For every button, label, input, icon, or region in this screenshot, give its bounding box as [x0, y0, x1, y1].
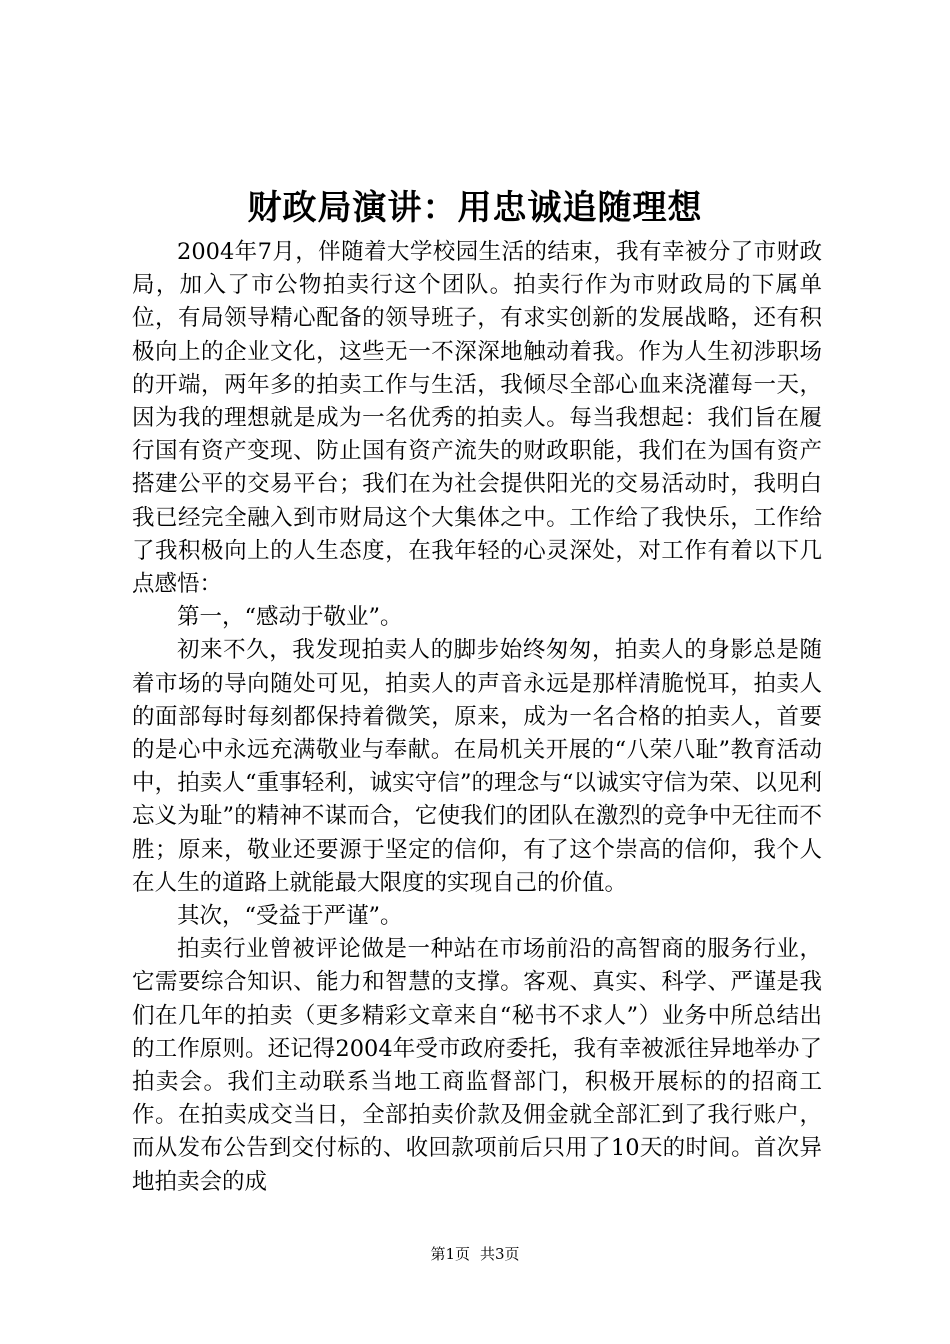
page-number: 第1页 — [430, 1245, 470, 1263]
paragraph-heading-second: 其次，“受益于严谨”。 — [177, 903, 403, 930]
paragraph-rigor: 拍卖行业曾被评论做是一种站在市场前沿的高智商的服务行业，它需要综合知识、能力和智慧的支撑。客观、真实、科学、严谨是我们在几年的拍卖（更多精彩文章来自“秘书不求人”）业务中所总结出的工作原则。还记得2004年受市政府委托，我有幸被派往异地举办了拍卖会。我们主动联系当地工商监督部门，积极开展标的的招商工作。在拍卖成交当日，全部拍卖价款及佣金就全部汇到了我行账户，而从发布公告到交付标的、收回款项前后只用了10天的时间。首次异地拍卖会的成 — [132, 936, 822, 1195]
paragraph-dedication: 初来不久，我发现拍卖人的脚步始终匆匆，拍卖人的身影总是随着市场的导向随处可见，拍卖人的声音永远是那样清脆悦耳，拍卖人的面部每时每刻都保持着微笑，原来，成为一名合格的拍卖人，首要的是心中永远充满敬业与奉献。在局机关开展的“八荣八耻”教育活动中，拍卖人“重事轻利，诚实守信”的理念与“以诚实守信为荣、以见利忘义为耻”的精神不谋而合，它使我们的团队在激烈的竞争中无往而不胜；原来，敬业还要源于坚定的信仰，有了这个崇高的信仰，我个人在人生的道路上就能最大限度的实现自己的价值。 — [132, 637, 822, 896]
paragraph-heading-first: 第一，“感动于敬业”。 — [177, 604, 403, 631]
document-body — [132, 236, 822, 1199]
page-total: 共3页 — [480, 1245, 520, 1263]
page-footer — [0, 1244, 950, 1264]
document-title: 财政局演讲：用忠诚追随理想 — [247, 188, 703, 228]
paragraph-intro: 2004年7月，伴随着大学校园生活的结束，我有幸被分了市财政局，加入了市公物拍卖行这个团队。拍卖行作为市财政局的下属单位，有局领导精心配备的领导班子，有求实创新的发展战略，还有积极向上的企业文化，这些无一不深深地触动着我。作为人生初涉职场的开端，两年多的拍卖工作与生活，我倾尽全部心血来浇灌每一天，因为我的理想就是成为一名优秀的拍卖人。每当我想起：我们旨在履行国有资产变现、防止国有资产流失的财政职能，我们在为国有资产搭建公平的交易平台；我们在为社会提供阳光的交易活动时，我明白我已经完全融入到市财局这个大集体之中。工作给了我快乐，工作给了我积极向上的人生态度，在我年轻的心灵深处，对工作有着以下几点感悟： — [132, 239, 822, 598]
